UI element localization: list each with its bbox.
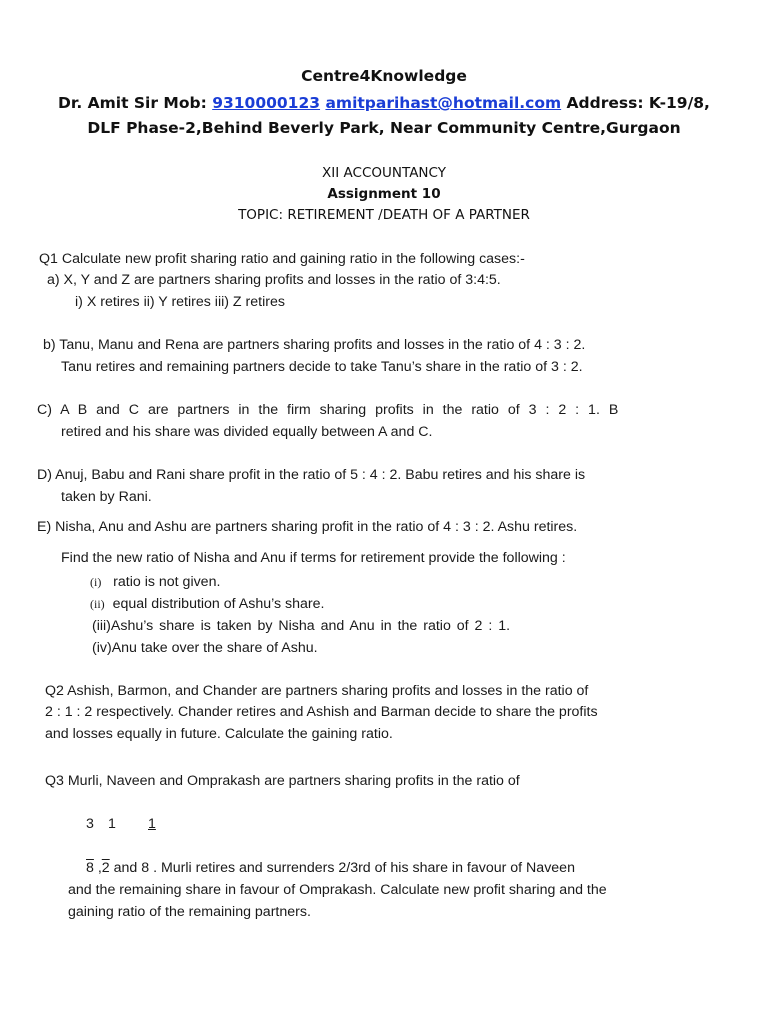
phone-link[interactable]: 9310000123 [212, 94, 321, 112]
q1-b-line2: Tanu retires and remaining partners decide to take Tanu’s share in the ratio of 3 : 2. [61, 359, 583, 375]
q1-e-line1: E) Nisha, Anu and Ashu are partners sharing profit in the ratio of 4 : 3 : 2. Ashu retires. [37, 519, 578, 535]
contact-prefix: Dr. Amit Sir Mob: [58, 94, 213, 112]
q3-line2-text: and 8 . Murli retires and surrenders 2/3rd of his share in favour of Naveen [113, 860, 575, 876]
q3-line1: Q3 Murli, Naveen and Omprakash are partners sharing profits in the ratio of [45, 773, 520, 789]
q3-separator: , [93, 860, 102, 876]
topic-heading: TOPIC: RETIREMENT /DEATH OF A PARTNER [238, 207, 530, 223]
q1-e-option [90, 596, 324, 612]
q1-c-line2: retired and his share was divided equally between A and C. [61, 424, 433, 440]
contact-line [0, 94, 768, 112]
q1-e-option [90, 574, 220, 590]
q3-line3: and the remaining share in favour of Omprakash. Calculate new profit sharing and the [68, 882, 607, 898]
q2-line1: Q2 Ashish, Barmon, and Chander are partners sharing profits and losses in the ratio of [45, 683, 589, 699]
q3-denominator-2: 2 [101, 860, 110, 876]
q1-d-line2: taken by Rani. [61, 489, 152, 505]
q1-a-line1: a) X, Y and Z are partners sharing profits and losses in the ratio of 3:4:5. [47, 272, 501, 288]
q3-numerator-1: 3 [86, 816, 94, 832]
q3-numerator-2: 1 [108, 816, 116, 832]
q3-line4: gaining ratio of the remaining partners. [68, 904, 311, 920]
q2-line2: 2 : 1 : 2 respectively. Chander retires and Ashish and Barman decide to share the profits [45, 704, 598, 720]
option-number: (i) [90, 575, 102, 589]
page-title: Centre4Knowledge [301, 67, 467, 85]
q3-denominator-1: 8 [86, 860, 94, 876]
q1-b-line1: b) Tanu, Manu and Rena are partners sharing profits and losses in the ratio of 4 : 3 : 2. [43, 337, 586, 353]
option-text: equal distribution of Ashu’s share. [112, 596, 325, 612]
q1-e-option: (iv)Anu take over the share of Ashu. [92, 640, 318, 656]
q1-e-line2: Find the new ratio of Nisha and Anu if terms for retirement provide the following : [61, 550, 566, 566]
option-number: (ii) [90, 597, 105, 611]
q1-a-line2: i) X retires ii) Y retires iii) Z retires [75, 294, 285, 310]
assignment-heading: Assignment 10 [327, 186, 441, 202]
q2-line3: and losses equally in future. Calculate the gaining ratio. [45, 726, 393, 742]
address-line: DLF Phase-2,Behind Beverly Park, Near Community Centre,Gurgaon [87, 119, 681, 137]
q3-fraction-line [86, 860, 575, 876]
q1-e-option: (iii)Ashu’s share is taken by Nisha and Anu in the ratio of 2 : 1. [92, 618, 511, 634]
q1-intro: Q1 Calculate new profit sharing ratio and gaining ratio in the following cases:- [39, 251, 525, 267]
q1-d-line1: D) Anuj, Babu and Rani share profit in the ratio of 5 : 4 : 2. Babu retires and his share is [37, 467, 586, 483]
q3-numerator-3: 1 [148, 816, 156, 832]
address-prefix: Address: K-19/8, [561, 94, 710, 112]
option-text: ratio is not given. [113, 574, 221, 590]
q1-c-line1: C) A B and C are partners in the firm sharing profits in the ratio of 3 : 2 : 1. B [37, 402, 619, 418]
email-link[interactable]: amitparihast@hotmail.com [325, 94, 562, 112]
subject-heading: XII ACCOUNTANCY [322, 165, 446, 181]
